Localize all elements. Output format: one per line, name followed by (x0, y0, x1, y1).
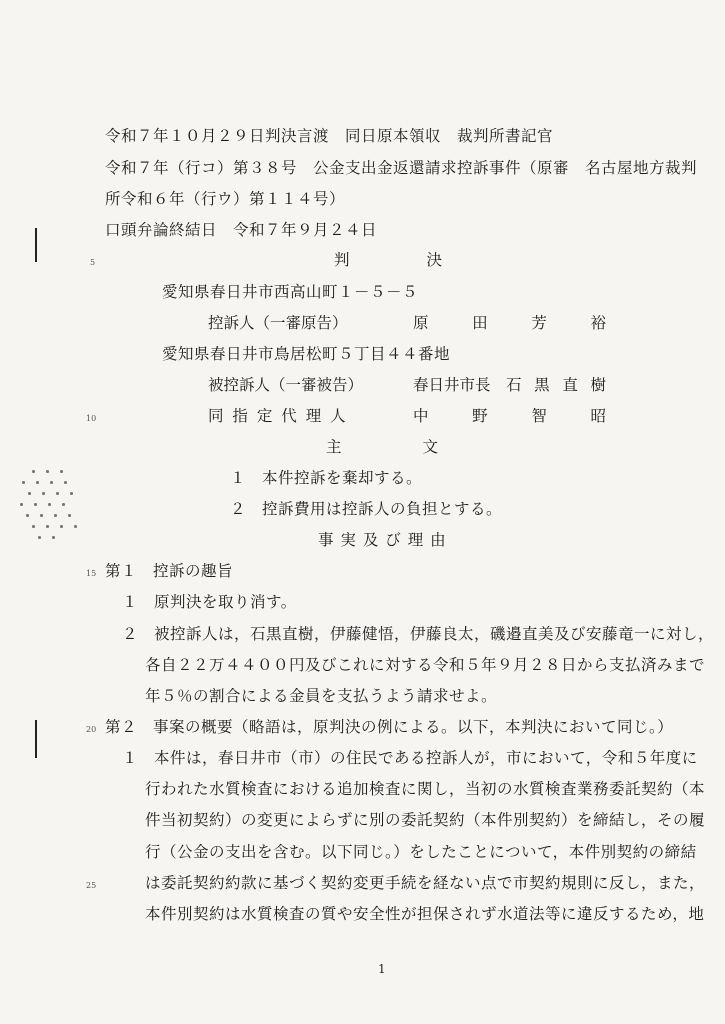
appellee-role: 被控訴人（一審被告） (208, 376, 364, 394)
line-number: 15 (86, 569, 97, 578)
section-heading: 第１ 控訴の趣旨 (105, 562, 234, 580)
punch-dot (42, 492, 45, 495)
punch-dot (46, 470, 49, 473)
punch-dot (48, 503, 51, 506)
punch-dot (54, 514, 57, 517)
appellee-address: 愛知県春日井市鳥居松町５丁目４４番地 (162, 345, 451, 363)
appellant-role: 控訴人（一審原告） (208, 314, 348, 332)
body-line: 行（公金の支出を含む。以下同じ。）をしたことについて，本件別契約の締結 (145, 843, 697, 861)
name-char: 昭 (590, 407, 606, 425)
body-line: ２ 被控訴人は，石黒直樹，伊藤健悟，伊藤良太，磯邉直美及び安藤竜一に対し， (122, 625, 715, 643)
body-line: は委託契約約款に基づく契約変更手続を経ない点で市契約規則に反し，また， (145, 874, 706, 892)
punch-dot (60, 470, 63, 473)
header-line: 令和７年（行コ）第３８号 公金支出金返還請求控訴事件（原審 名古屋地方裁判 (105, 159, 698, 177)
punch-dot (28, 492, 31, 495)
name-char: 直 (562, 376, 578, 394)
name-char: 原 (413, 314, 429, 332)
facts-heading: 事 実 及 び 理 由 (318, 531, 447, 549)
punch-dot (20, 503, 23, 506)
margin-mark (35, 720, 37, 758)
body-line: 各自２２万４４００円及びこれに対する令和５年９月２８日から支払済みまで (145, 656, 706, 674)
punch-dot (38, 536, 41, 539)
page-number: 1 (378, 962, 386, 976)
punch-dot (22, 481, 25, 484)
punch-dot (32, 525, 35, 528)
heading-char: 文 (422, 438, 438, 456)
main-text-item: ２ 控訴費用は控訴人の負担とする。 (230, 500, 503, 518)
name-char: 智 (531, 407, 547, 425)
judgment-title-char: 決 (426, 251, 442, 269)
appellee-name (506, 375, 606, 395)
name-char: 野 (472, 407, 488, 425)
punch-dot (34, 503, 37, 506)
body-line: 件当初契約）の変更によらずに別の委託契約（本件別契約）を締結し，その履 (145, 811, 706, 829)
punch-dot (52, 536, 55, 539)
body-line: １ 原判決を取り消す。 (122, 593, 297, 611)
name-char: 裕 (590, 314, 606, 332)
appellee-title: 春日井市長 (413, 376, 491, 394)
agent-name (413, 406, 606, 426)
name-char: 中 (413, 407, 429, 425)
punch-dot (36, 481, 39, 484)
body-line: 本件別契約は水質検査の質や安全性が担保されず水道法等に違反するため，地 (145, 905, 705, 923)
punch-dot (56, 492, 59, 495)
heading-char: 主 (326, 438, 342, 456)
main-text-item: １ 本件控訴を棄却する。 (230, 469, 423, 487)
header-line: 令和７年１０月２９日判決言渡 同日原本領収 裁判所書記官 (105, 127, 554, 145)
line-number: 20 (86, 725, 97, 734)
line-number: 10 (86, 414, 97, 423)
header-line: 所令和６年（行ウ）第１１４号） (105, 190, 346, 208)
punch-dot (46, 525, 49, 528)
punch-dot (68, 514, 71, 517)
body-line: １ 本件は，春日井市（市）の住民である控訴人が，市において，令和５年度に (122, 749, 698, 767)
margin-mark (35, 228, 37, 262)
line-number: 5 (90, 258, 96, 267)
name-char: 樹 (590, 376, 606, 394)
body-line: 行われた水質検査における追加検査に関し，当初の水質検査業務委託契約（本 (145, 780, 706, 798)
punch-dot (74, 525, 77, 528)
judgment-title (334, 250, 442, 270)
punch-dot (26, 514, 29, 517)
name-char: 田 (472, 314, 488, 332)
punch-dot (50, 481, 53, 484)
section-heading: 第２ 事案の概要（略語は，原判決の例による。以下，本判決において同じ。） (105, 718, 674, 736)
punch-dot (62, 503, 65, 506)
name-char: 黒 (534, 376, 550, 394)
punch-dot (40, 514, 43, 517)
body-line: 年５％の割合による金員を支払うよう請求せよ。 (145, 687, 498, 705)
punch-dots (18, 470, 80, 544)
punch-dot (64, 481, 67, 484)
main-text-heading (326, 437, 438, 457)
line-number: 25 (86, 881, 97, 890)
punch-dot (32, 470, 35, 473)
name-char: 芳 (531, 314, 547, 332)
appellant-address: 愛知県春日井市西高山町１－５－５ (162, 283, 419, 301)
punch-dot (60, 525, 63, 528)
appellant-name (413, 313, 606, 333)
punch-dot (70, 492, 73, 495)
name-char: 石 (506, 376, 522, 394)
judgment-title-char: 判 (334, 251, 350, 269)
agent-role: 同 指 定 代 理 人 (208, 407, 348, 425)
header-line: 口頭弁論終結日 令和７年９月２４日 (105, 221, 378, 239)
